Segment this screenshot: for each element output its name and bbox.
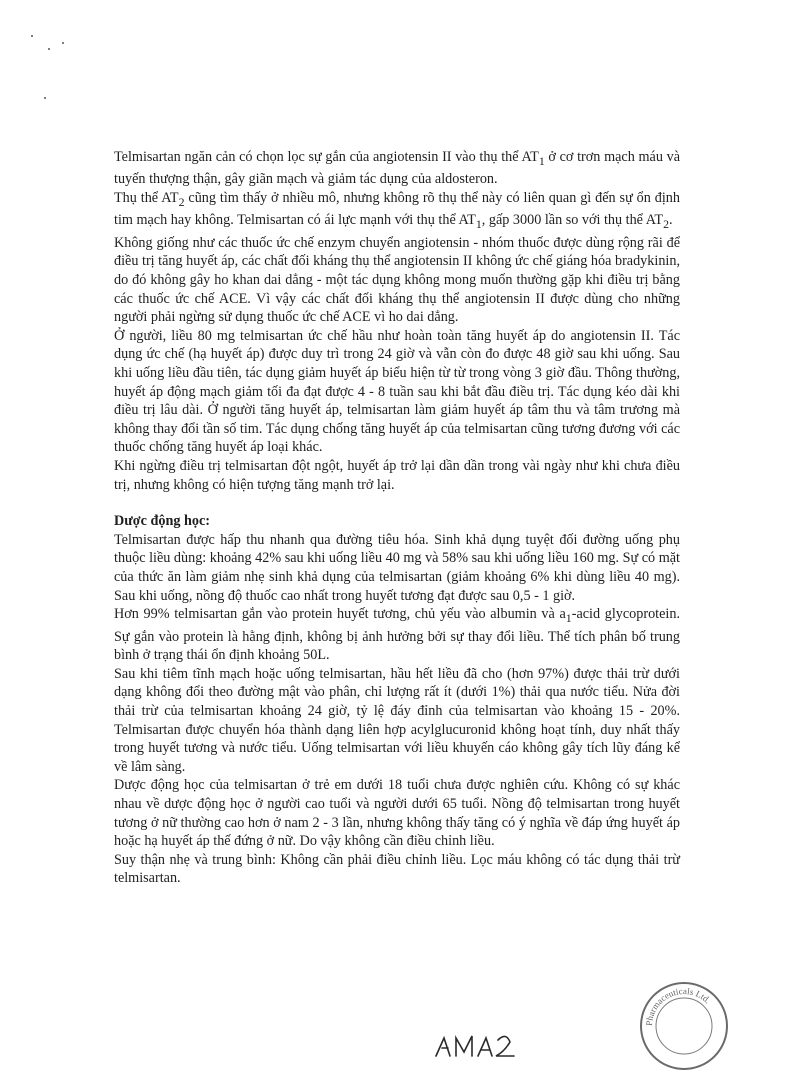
paragraph: Thụ thể $AT_2$ cũng tìm thấy ở nhiều mô, nhưng không rõ thụ thể này có liên quan gì đến sự ổn định tim mạch hay không. Telmisartan có ái lực mạnh với thụ thể $AT_1$, gấp 3000 lần so với thụ thể $AT_2$. <box>114 190 680 232</box>
stamp-text: Pharmaceuticals Ltd. <box>643 985 713 1027</box>
paragraph: Sau khi tiêm tĩnh mạch hoặc uống telmisartan, hầu hết liều đã cho (hơn 97%) được thải trừ dưới dạng không đổi theo đường mật vào phân, chỉ lượng rất ít (dưới 1%) thải qua nước tiểu. Nửa đời thải trừ của telmisartan khoảng 24 giờ, tỷ lệ đáy đỉnh của telmisartan vào khoảng 15 - 20%. Telmisartan được chuyển hóa thành dạng liên hợp acylglucuronid không hoạt tính, duy nhất thấy trong huyết tương và nước tiểu. Uống telmisartan với liều khuyến cáo không gây tích lũy đáng kể về lâm sàng. <box>114 665 680 775</box>
paragraph: Không giống như các thuốc ức chế enzym chuyển angiotensin - nhóm thuốc được dùng rộng rãi để điều trị tăng huyết áp, các chất đối kháng thụ thể angiotensin II không ức chế giáng hóa bradykinin, do đó không gây ho khan dai dẳng - một tác dụng không mong muốn thường gặp khi điều trị bằng các thuốc ức chế ACE. Vì vậy các chất đối kháng thụ thể angiotensin II được dùng cho những người phải ngừng sử dụng thuốc ức chế ACE vì ho dai dẳng. <box>114 234 680 326</box>
paragraph: Suy thận nhẹ và trung bình: Không cần phải điều chỉnh liều. Lọc máu không có tác dụng thải trừ telmisartan. <box>114 851 680 887</box>
section-heading: Dược động học: <box>114 513 210 530</box>
paragraph: Khi ngừng điều trị telmisartan đột ngột, huyết áp trở lại dần dần trong vài ngày như khi chưa điều trị, nhưng không có hiện tượng tăng mạnh trở lại. <box>114 457 680 493</box>
paragraph: Dược động học của telmisartan ở trẻ em dưới 18 tuổi chưa được nghiên cứu. Không có sự khác nhau về dược động học ở người cao tuổi và người dưới 65 tuổi. Nồng độ telmisartan trong huyết tương ở nữ thường cao hơn ở nam 2 - 3 lần, nhưng không thấy tăng có ý nghĩa về đáp ứng huyết áp hoặc hạ huyết áp thế đứng ở nữ. Do vậy không cần điều chỉnh liều. <box>114 777 680 850</box>
scan-speck <box>31 35 33 37</box>
document-body <box>114 148 680 888</box>
scan-speck <box>62 42 64 44</box>
stamp-graphic <box>642 984 726 1068</box>
paragraph: Ở người, liều 80 mg telmisartan ức chế hầu như hoàn toàn tăng huyết áp do angiotensin II. Tác dụng ức chế (hạ huyết áp) được duy trì trong 24 giờ và vẫn còn đo được 48 giờ sau khi uống. Sau khi uống liều đầu tiên, tác dụng giảm huyết áp biểu hiện từ từ trong vòng 3 giờ đầu. Thông thường, huyết áp động mạch giảm tối đa đạt được 4 - 8 tuần sau khi bắt đầu điều trị. Tác dụng kéo dài khi điều trị lâu dài. Ở người tăng huyết áp, telmisartan làm giảm huyết áp tâm thu và tâm trương mà không thay đổi tần số tim. Tác dụng chống tăng huyết áp của telmisartan cũng tương đương với các thuốc chống tăng huyết áp loại khác. <box>114 327 680 456</box>
paragraph: Telmisartan ngăn cản có chọn lọc sự gắn của angiotensin II vào thụ thể $AT_1$ ở cơ trơn mạch máu và tuyến thượng thận, gây giãn mạch và giảm tác dụng của aldosteron. <box>114 149 681 188</box>
svg-text:Pharmaceuticals Ltd. <box>644 986 713 1026</box>
signature-graphic <box>432 1026 532 1060</box>
scan-speck <box>44 97 46 99</box>
paragraph: Telmisartan được hấp thu nhanh qua đường tiêu hóa. Sinh khả dụng tuyệt đối đường uống phụ thuộc liều dùng: khoảng 42% sau khi uống liều 40 mg và 58% sau khi uống liều 160 mg. Sự có mặt của thức ăn làm giảm nhẹ sinh khả dụng của telmisartan (giảm khoảng 6% khi dùng liều 40 mg). Sau khi uống, nồng độ thuốc cao nhất trong huyết tương đạt được sau 0,5 - 1 giờ. <box>114 531 680 604</box>
paragraph: Hơn 99% telmisartan gắn vào protein huyết tương, chủ yếu vào albumin và $a_1$-acid glycoprotein. Sự gắn vào protein là hằng định, không bị ảnh hưởng bởi sự thay đổi liều. Thể tích phân bố trung bình ở trạng thái ổn định khoảng 50L. <box>114 606 680 664</box>
scan-speck <box>48 48 50 50</box>
company-stamp <box>640 982 728 1070</box>
signature <box>432 1026 532 1065</box>
